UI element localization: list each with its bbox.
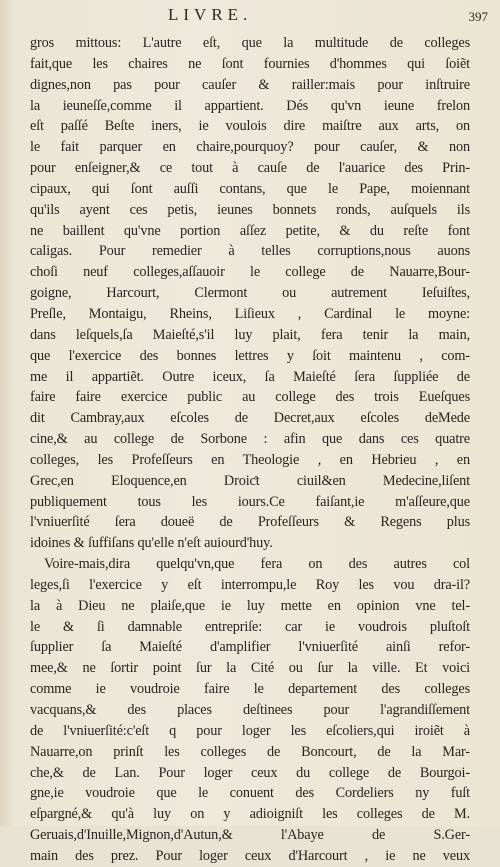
text-line: comme ie voudroie faire le departement des colleges: [30, 681, 470, 698]
text-line: main des prez. Pour loger ceux d'Harcourt , ie ne veux: [30, 847, 470, 864]
text-line: che,& de Lan. Pour loger ceux du college de Bourgoi-: [30, 764, 470, 781]
page-header: [0, 5, 500, 29]
text-line: ne baillent qu'vne portion aſſez petite, & du reſte font: [30, 222, 470, 239]
text-line: eſpargné,& qu'à luy on y adioigniſt les colleges de M.: [30, 806, 470, 823]
text-line-paragraph-start: Voire-mais,dira quelqu'vn,que fera on des autres col: [44, 556, 470, 573]
text-line: dit Cambray,aux eſcoles de Decret,aux eſcoles deMede: [30, 410, 470, 427]
text-line: que l'exercice des bonnes lettres y ſoit maintenu , com-: [30, 347, 470, 364]
text-line: goigne, Harcourt, Clermont ou autrement Ieſuiſtes,: [30, 285, 470, 302]
text-line: le & ſi damnable entrepriſe: car ie voudrois pluſtoſt: [30, 618, 470, 635]
text-line: caligas. Pour remedier à telles corruptions,nous auons: [30, 243, 470, 260]
text-line: leges,ſi l'exercice y eſt interrompu,le Roy les vou dra-il?: [30, 576, 470, 593]
body-text: [30, 33, 470, 867]
text-line: Preſle, Montaigu, Rheins, Liſieux , Cardinal le moyne:: [30, 305, 470, 322]
text-line: dignes,non pas pour cauſer & railler:mais pour inſtruire: [30, 76, 470, 93]
text-line: colleges, les Profeſſeurs en Theologie , en Hebrieu , en: [30, 451, 470, 468]
text-line: cipaux, qui ſont auſſi contans, que le Pape, moiennant: [30, 180, 470, 197]
text-line: la ieuneſſe,comme il appartient. Dés qu'vn ieune frelon: [30, 97, 470, 114]
text-line: la à Dieu ne plaiſe,que ie luy mette en opinion vne tel-: [30, 597, 470, 614]
text-line: gne,ie voudroie que le conuent des Cordeliers ny fuſt: [30, 785, 470, 802]
text-line: choſi neuf colleges,aſſauoir le college de Nauarre,Bour-: [30, 264, 470, 281]
text-line: faire faire exercice public au college des trois Eueſques: [30, 389, 470, 406]
text-line-paragraph-end: idoines & ſuffiſans qu'elle n'eſt auiourd'huy.: [30, 535, 273, 552]
text-line: fait,que les chaires ne ſont fournies d'hommes qui ſoiẽt: [30, 55, 470, 72]
text-line: me il appartiẽt. Outre iceux, ſa Maieſté ſera ſuppliée de: [30, 368, 470, 385]
text-line: publiquement tous les iours.Ce faiſant,ie m'aſſeure,que: [30, 493, 470, 510]
text-line: ſupplier ſa Maieſté d'amplifier l'vniuerſité ainſi refor-: [30, 639, 470, 656]
text-line: qu'ils ayent ces petis, ieunes bonnets ronds, auſquels ils: [30, 201, 470, 218]
text-line: eſt paſſé Beſte iners, ie voulois dire maiſtre aux arts, on: [30, 118, 470, 135]
text-line: de l'vniuerſité:c'eſt q pour loger les eſcoliers,qui iroiẽt à: [30, 722, 470, 739]
text-line: Grec,en Eloquence,en Droiƈt ciuil&en Medecine,liſent: [30, 472, 470, 489]
text-line: l'vniuerſité ſera doueë de Profeſſeurs & Regens plus: [30, 514, 470, 531]
text-line: gros mittous: L'autre eſt, que la multitude de colleges: [30, 35, 470, 51]
text-line: Geruais,d'Inuille,Mignon,d'Autun,& l'Abaye de S.Ger-: [30, 827, 470, 844]
text-line: mee,& ne ſortir point ſur la Cité ou ſur la ville. Et voici: [30, 660, 470, 677]
text-line: pour enſeigner,& ce tout à cauſe de l'auarice des Prin-: [30, 160, 470, 177]
text-line: Nauarre,on prinſt les colleges de Boncourt, de la Mar-: [30, 743, 470, 760]
text-line: le fait parquer en chaire,pourquoy? pour cauſer, & non: [30, 139, 470, 156]
text-line: vacquans,& des places deſtinees pour l'agrandiſſement: [30, 702, 470, 718]
page-number: 397: [468, 9, 488, 24]
text-line: dans leſquels,ſa Maieſté,s'il luy plait, fera tenir la main,: [30, 326, 470, 343]
text-line: cine,& au college de Sorbone : afin que dans ces quatre: [30, 431, 470, 448]
running-head: LIVRE.: [168, 5, 253, 24]
